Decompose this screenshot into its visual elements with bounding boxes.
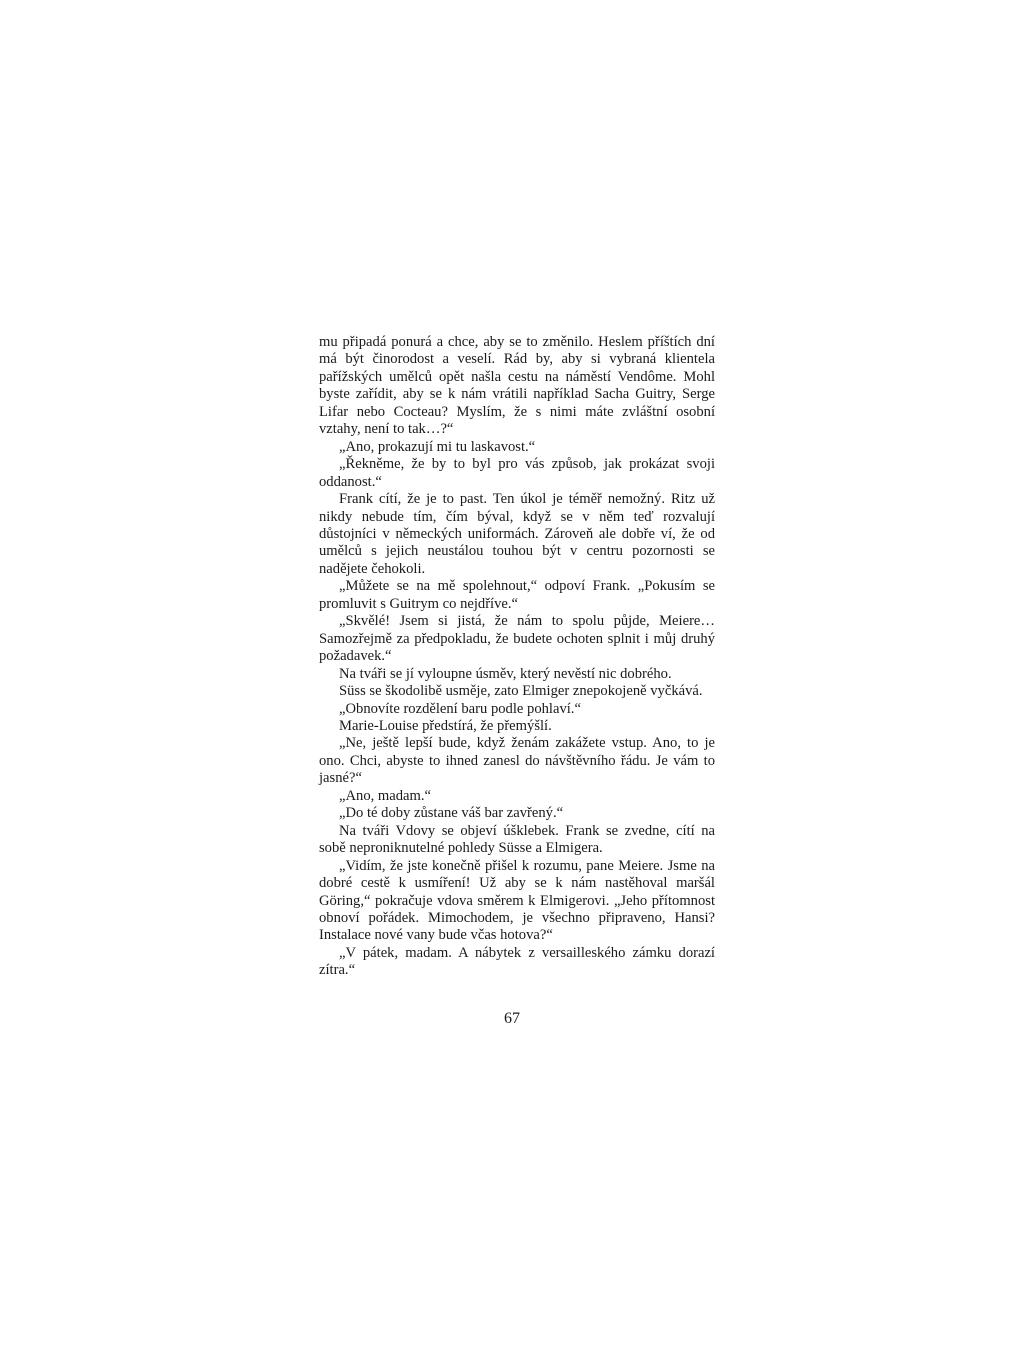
paragraph-1: mu připadá ponurá a chce, aby se to změnilo. Heslem příštích dní má být činorodost a veselí. Rád by, aby si vybraná klientela pařížských umělců opět našla cestu na náměstí Vendôme. Mohl byste zařídit, aby se k nám vrátili například Sacha Guitry, Serge Lifar nebo Cocteau? Myslím, že s nimi máte zvláštní osobní vztahy, není to tak…?“ <box>319 334 715 438</box>
paragraph-7: Na tváři se jí vyloupne úsměv, který nevěstí nic dobrého. <box>339 665 672 682</box>
paragraph-2: „Ano, prokazují mi tu laskavost.“ <box>339 438 536 455</box>
paragraph-3: „Řekněme, že by to byl pro vás způsob, jak prokázat svoji oddanost.“ <box>319 456 715 490</box>
page-number: 67 <box>504 1010 520 1027</box>
paragraph-6: „Skvělé! Jsem si jistá, že nám to spolu půjde, Meiere… Samozřejmě za předpokladu, že budete ochoten splnit i můj druhý požadavek.“ <box>319 613 715 665</box>
paragraph-14: Na tváři Vdovy se objeví úšklebek. Frank se zvedne, cítí na sobě neproniknutelné pohledy Süsse a Elmigera. <box>319 822 715 857</box>
paragraph-15: „Vidím, že jste konečně přišel k rozumu, pane Meiere. Jsme na dobré cestě k usmíření! Už aby se k nám nastěhoval maršál Göring,“ pokračuje vdova směrem k Elmigerovi. „Jeho přítomnost obnoví pořádek. Mimochodem, je všechno připraveno, Hansi? Instalace nové vany bude včas hotova?“ <box>319 857 715 944</box>
body-text <box>319 334 715 980</box>
paragraph-13: „Do té doby zůstane váš bar zavřený.“ <box>339 805 564 822</box>
paragraph-11: „Ne, ještě lepší bude, když ženám zakážete vstup. Ano, to je ono. Chci, abyste to ihned zanesl do návštěvního řádu. Je vám to jasné?“ <box>319 735 715 787</box>
paragraph-12: „Ano, madam.“ <box>339 787 431 804</box>
paragraph-9: „Obnovíte rozdělení baru podle pohlaví.“ <box>339 700 581 717</box>
paragraph-4: Frank cítí, že je to past. Ten úkol je téměř nemožný. Ritz už nikdy nebude tím, čím býval, když se v něm teď rozvalují důstojníci v německých uniformách. Zároveň ale dobře ví, že od umělců s jejich neustálou touhou být v centru pozornosti se nadějete čehokoli. <box>319 491 715 577</box>
paragraph-5: „Můžete se na mě spolehnout,“ odpoví Frank. „Pokusím se promluvit s Guitrym co nejdříve.“ <box>319 578 715 612</box>
paragraph-16: „V pátek, madam. A nábytek z versailleského zámku dorazí zítra.“ <box>319 944 715 979</box>
paragraph-8: Süss se škodolibě usměje, zato Elmiger znepokojeně vyčkává. <box>339 683 703 700</box>
paragraph-10: Marie-Louise předstírá, že přemýšlí. <box>339 717 552 734</box>
